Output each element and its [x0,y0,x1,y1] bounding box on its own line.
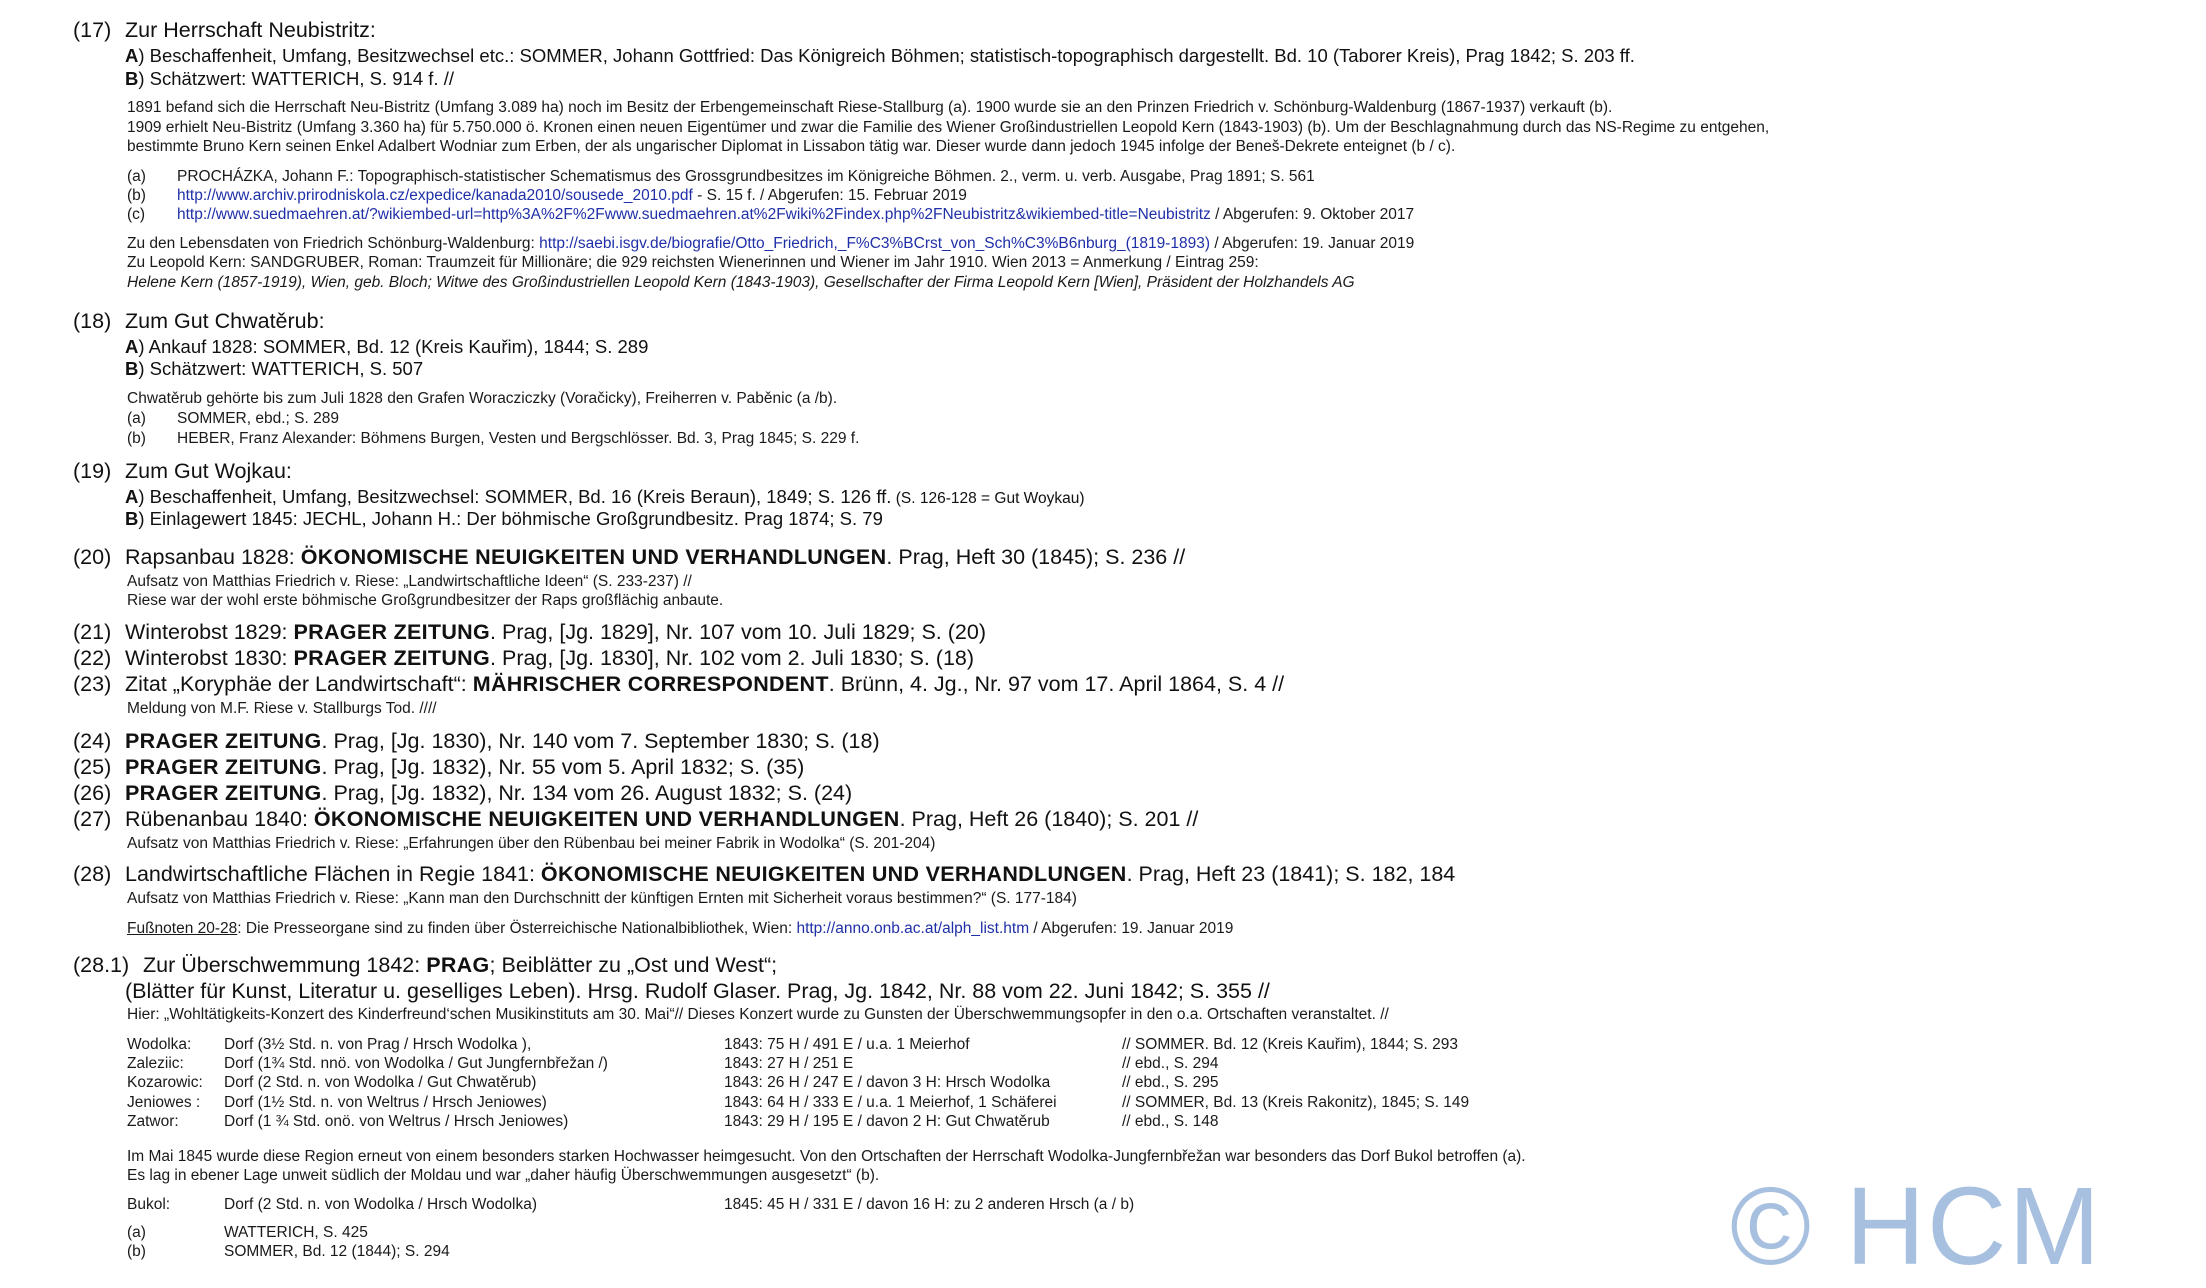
footnote-number: (27) [73,807,112,831]
reference-text: PROCHÁZKA, Johann F.: Topographisch-statistischer Schematismus des Grossgrundbesitzes im Königreiche Böhmen. 2., verm. u. verb. Ausgabe, Prag 1891; S. 561 [177,168,1315,185]
reference-key: (a) [127,168,146,185]
reference-link[interactable]: http://www.archiv.prirodniskola.cz/expedice/kanada2010/sousede_2010.pdf [177,187,693,204]
reference-text: http://www.archiv.prirodniskola.cz/expedice/kanada2010/sousede_2010.pdf - S. 15 f. / Abgerufen: 15. Februar 2019 [177,187,967,204]
table-cell-place: Wodolka: [127,1036,192,1053]
source-line-a: A) Beschaffenheit, Umfang, Besitzwechsel: SOMMER, Bd. 16 (Kreis Beraun), 1849; S. 126 ff. (S. 126-128 = Gut Woykau) [125,486,1085,507]
source-line-a: A) Ankauf 1828: SOMMER, Bd. 12 (Kreis Kauřim), 1844; S. 289 [125,336,649,357]
reference-key: (b) [127,430,146,447]
footnote-citation: PRAGER ZEITUNG. Prag, [Jg. 1832), Nr. 55 vom 5. April 1832; S. (35) [125,755,805,779]
footnote-citation: Landwirtschaftliche Flächen in Regie 1841: ÖKONOMISCHE NEUIGKEITEN UND VERHANDLUNGEN. Prag, Heft 23 (1841); S. 182, 184 [125,862,1456,886]
footnote-citation-line-2: (Blätter für Kunst, Literatur u. geselliges Leben). Hrsg. Rudolf Glaser. Prag, Jg. 1842, Nr. 88 vom 22. Juni 1842; S. 355 // [125,979,1270,1003]
source-line-b: B) Schätzwert: WATTERICH, S. 507 [125,358,424,379]
table-cell-desc: Dorf (1½ Std. n. von Weltrus / Hrsch Jeniowes) [224,1094,547,1111]
reference-link[interactable]: http://www.suedmaehren.at/?wikiembed-url=http%3A%2F%2Fwww.suedmaehren.at%2Fwiki%2Findex.php%2FNeubistritz&wikiembed-title=Neubistritz [177,206,1211,223]
reference-link[interactable]: http://anno.onb.ac.at/alph_list.htm [796,920,1030,937]
note-paragraph: Es lag in ebener Lage unweit südlich der Moldau und war „daher häufig Überschwemmungen ausgesetzt“ (b). [127,1167,880,1184]
table-cell-place: Zatwor: [127,1113,179,1130]
footnotes-remark: Fußnoten 20-28: Die Presseorgane sind zu finden über Österreichische Nationalbibliothek, Wien: http://anno.onb.ac.at/alph_list.htm / Abgerufen: 19. Januar 2019 [127,920,1234,937]
reference-key: (a) [127,1224,146,1241]
footnote-number: (22) [73,646,112,670]
table-cell-source: // SOMMER. Bd. 12 (Kreis Kauřim), 1844; S. 293 [1122,1036,1458,1053]
footnote-number: (23) [73,672,112,696]
table-cell-desc: Dorf (2 Std. n. von Wodolka / Hrsch Wodolka) [224,1196,537,1213]
table-cell-place: Bukol: [127,1196,171,1213]
note-paragraph: bestimmte Bruno Kern seinen Enkel Adalbert Wodniar zum Erben, der als ungarischer Diplomat in Lissabon tätig war. Dieser wurde dann jedoch 1945 infolge der Beneš-Dekrete enteignet (b / c). [127,138,1456,155]
reference-key: (a) [127,410,146,427]
note-line: Aufsatz von Matthias Friedrich v. Riese: „Kann man den Durchschnitt der künftigen Ernten mit Sicherheit voraus bestimmen?“ (S. 177-184) [127,890,1077,907]
footnote-citation: PRAGER ZEITUNG. Prag, [Jg. 1832), Nr. 134 vom 26. August 1832; S. (24) [125,781,853,805]
note-paragraph: 1909 erhielt Neu-Bistritz (Umfang 3.360 ha) für 5.750.000 ö. Kronen einen neuen Eigentümer und zwar die Familie des Wiener Großindustriellen Leopold Kern (1843-1903) (b). Um der Beschlagnahmung durch das NS-Regime zu entgehen, [127,119,1770,136]
source-line-b: B) Schätzwert: WATTERICH, S. 914 f. // [125,68,454,89]
footnote-number: (25) [73,755,112,779]
reference-key: (b) [127,187,146,204]
note-line: Aufsatz von Matthias Friedrich v. Riese: „Erfahrungen über den Rübenbau bei meiner Fabrik in Wodolka“ (S. 201-204) [127,835,936,852]
footnote-title: Zum Gut Wojkau: [125,459,292,483]
note-line: Zu den Lebensdaten von Friedrich Schönburg-Waldenburg: http://saebi.isgv.de/biografie/Otto_Friedrich,_F%C3%BCrst_von_Sch%C3%B6nburg_(1819-1893) / Abgerufen: 19. Januar 2019 [127,235,1415,252]
reference-text: http://www.suedmaehren.at/?wikiembed-url=http%3A%2F%2Fwww.suedmaehren.at%2Fwiki%2Findex.php%2FNeubistritz&wikiembed-title=Neubistritz / Abgerufen: 9. Oktober 2017 [177,206,1415,223]
footnote-number: (28.1) [73,953,130,977]
footnote-citation: Winterobst 1830: PRAGER ZEITUNG. Prag, [Jg. 1830], Nr. 102 vom 2. Juli 1830; S. (18) [125,646,975,670]
footnote-citation: PRAGER ZEITUNG. Prag, [Jg. 1830), Nr. 140 vom 7. September 1830; S. (18) [125,729,880,753]
footnote-citation: Winterobst 1829: PRAGER ZEITUNG. Prag, [Jg. 1829], Nr. 107 vom 10. Juli 1829; S. (20) [125,620,986,644]
footnote-title: Zur Herrschaft Neubistritz: [125,18,376,42]
source-line-a: A) Beschaffenheit, Umfang, Besitzwechsel etc.: SOMMER, Johann Gottfried: Das Königreich Böhmen; statistisch-topographisch dargestellt. Bd. 10 (Taborer Kreis), Prag 1842; S. 203 ff. [125,45,1635,66]
table-cell-stats: 1843: 75 H / 491 E / u.a. 1 Meierhof [724,1036,970,1053]
note-paragraph: 1891 befand sich die Herrschaft Neu-Bistritz (Umfang 3.089 ha) noch im Besitz der Erbengemeinschaft Riese-Stallburg (a). 1900 wurde sie an den Prinzen Friedrich v. Schönburg-Waldenburg (1867-1937) verkauft (b). [127,99,1613,116]
table-cell-desc: Dorf (1¾ Std. nnö. von Wodolka / Gut Jungfernbřežan /) [224,1055,608,1072]
table-cell-stats: 1843: 64 H / 333 E / u.a. 1 Meierhof, 1 Schäferei [724,1094,1057,1111]
reference-text: SOMMER, Bd. 12 (1844); S. 294 [224,1243,450,1260]
table-cell-desc: Dorf (1 ¾ Std. onö. von Weltrus / Hrsch Jeniowes) [224,1113,569,1130]
table-cell-place: Kozarowic: [127,1074,203,1091]
table-cell-source: // SOMMER, Bd. 13 (Kreis Rakonitz), 1845; S. 149 [1122,1094,1470,1111]
footnote-number: (21) [73,620,112,644]
footnote-number: (19) [73,459,112,483]
footnote-citation: Rapsanbau 1828: ÖKONOMISCHE NEUIGKEITEN UND VERHANDLUNGEN. Prag, Heft 30 (1845); S. 236 // [125,545,1186,569]
table-cell-place: Zaleziic: [127,1055,184,1072]
note-quote: Helene Kern (1857-1919), Wien, geb. Bloch; Witwe des Großindustriellen Leopold Kern (1843-1903), Gesellschafter der Firma Leopold Kern [Wien], Präsident der Holzhandels AG [127,274,1355,291]
reference-link[interactable]: http://saebi.isgv.de/biografie/Otto_Friedrich,_F%C3%BCrst_von_Sch%C3%B6nburg_(1819-1893) [539,235,1211,252]
footnote-number: (28) [73,862,112,886]
note-line: Hier: „Wohltätigkeits-Konzert des Kinderfreund‘schen Musikinstituts am 30. Mai“// Dieses Konzert wurde zu Gunsten der Überschwemmungsopfer in den o.a. Ortschaften veranstaltet. // [127,1006,1389,1023]
reference-text: SOMMER, ebd.; S. 289 [177,410,339,427]
reference-text: WATTERICH, S. 425 [224,1224,368,1241]
reference-key: (b) [127,1243,146,1260]
footnote-citation: Zur Überschwemmung 1842: PRAG; Beiblätter zu „Ost und West“; [143,953,778,977]
table-cell-stats: 1845: 45 H / 331 E / davon 16 H: zu 2 anderen Hrsch (a / b) [724,1196,1135,1213]
table-cell-source: // ebd., S. 148 [1122,1113,1219,1130]
table-cell-source: // ebd., S. 295 [1122,1074,1219,1091]
table-cell-stats: 1843: 27 H / 251 E [724,1055,854,1072]
footnote-citation: Rübenanbau 1840: ÖKONOMISCHE NEUIGKEITEN UND VERHANDLUNGEN. Prag, Heft 26 (1840); S. 201 // [125,807,1199,831]
note-paragraph: Chwatěrub gehörte bis zum Juli 1828 den Grafen Woracziczky (Voračicky), Freiherren v. Paběnic (a /b). [127,390,838,407]
footnote-number: (26) [73,781,112,805]
footnote-citation: Zitat „Koryphäe der Landwirtschaft“: MÄHRISCHER CORRESPONDENT. Brünn, 4. Jg., Nr. 97 vom 17. April 1864, S. 4 // [125,672,1285,696]
table-cell-source: // ebd., S. 294 [1122,1055,1219,1072]
table-cell-desc: Dorf (2 Std. n. von Wodolka / Gut Chwatěrub) [224,1074,537,1091]
reference-text: HEBER, Franz Alexander: Böhmens Burgen, Vesten und Bergschlösser. Bd. 3, Prag 1845; S. 229 f. [177,430,860,447]
note-paragraph: Im Mai 1845 wurde diese Region erneut von einem besonders starken Hochwasser heimgesucht. Von den Ortschaften der Herrschaft Wodolka-Jungfernbřežan war besonders das Dorf Bukol betroffen (a). [127,1148,1526,1165]
note-line: Riese war der wohl erste böhmische Großgrundbesitzer der Raps großflächig anbaute. [127,592,724,609]
note-line: Zu Leopold Kern: SANDGRUBER, Roman: Traumzeit für Millionäre; die 929 reichsten Wienerinnen und Wiener im Jahr 1910. Wien 2013 = Anmerkung / Eintrag 259: [127,254,1259,271]
table-cell-stats: 1843: 26 H / 247 E / davon 3 H: Hrsch Wodolka [724,1074,1051,1091]
footnote-number: (17) [73,18,112,42]
footnote-number: (20) [73,545,112,569]
table-cell-desc: Dorf (3½ Std. n. von Prag / Hrsch Wodolka ), [224,1036,532,1053]
source-line-b: B) Einlagewert 1845: JECHL, Johann H.: Der böhmische Großgrundbesitz. Prag 1874; S. 79 [125,508,883,529]
table-cell-stats: 1843: 29 H / 195 E / davon 2 H: Gut Chwatěrub [724,1113,1050,1130]
note-line: Meldung von M.F. Riese v. Stallburgs Tod. //// [127,700,437,717]
reference-key: (c) [127,206,146,223]
footnote-number: (24) [73,729,112,753]
table-cell-place: Jeniowes : [127,1094,201,1111]
footnote-title: Zum Gut Chwatěrub: [125,309,325,333]
footnote-number: (18) [73,309,112,333]
copyright-watermark: © HCM [1730,1165,2103,1288]
note-line: Aufsatz von Matthias Friedrich v. Riese: „Landwirtschaftliche Ideen“ (S. 233-237) // [127,573,692,590]
